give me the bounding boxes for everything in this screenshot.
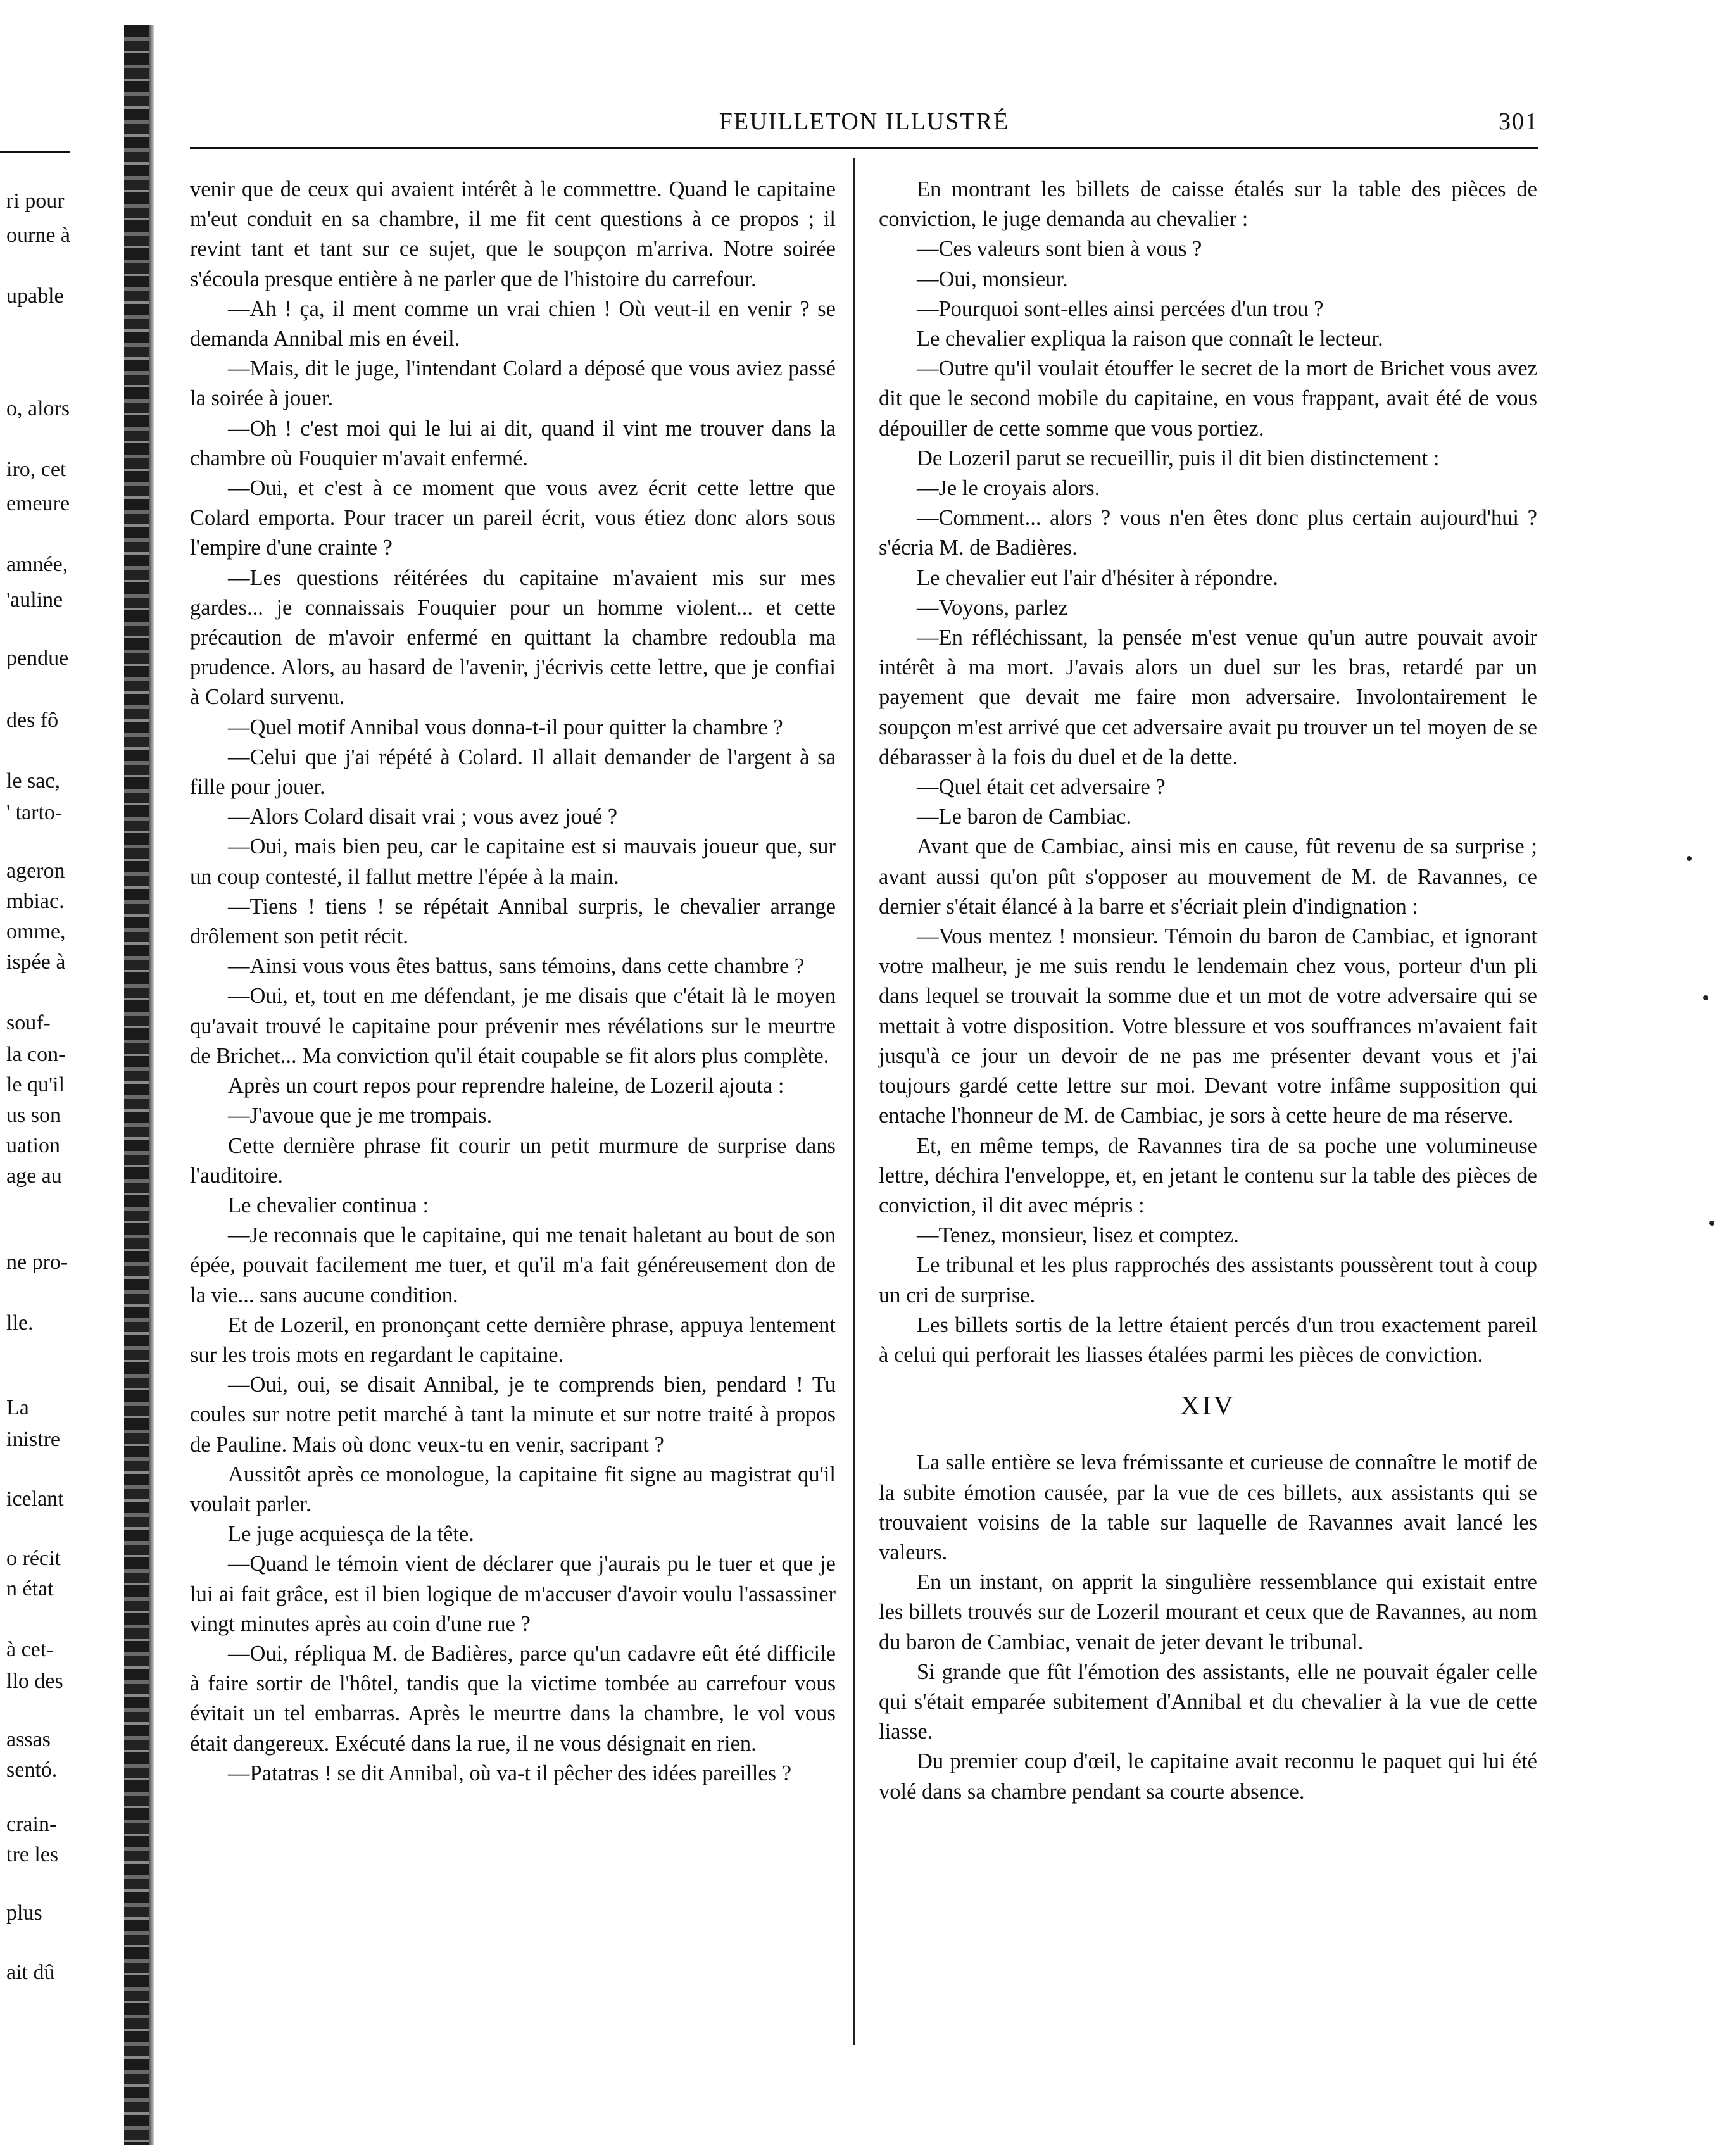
right-column-after-chapter [879,1448,1537,1806]
running-header [190,108,1538,139]
paragraph: —En réfléchissant, la pensée m'est venue qu'un autre pouvait avoir intérêt à ma mort. J'avais alors un duel sur les bras, retardé par un payement que devait me faire mon adversaire. Involontairement le soupçon m'est arrivé que cet adversaire avait pu trouver un tel moyen de se débarasser à la fois du duel et de la dette. [879,626,1537,769]
fragment-line: o, alors [6,397,70,420]
fragment-line: à cet- [6,1638,54,1661]
paragraph: —Comment... alors ? vous n'en êtes donc plus certain aujourd'hui ? s'écria M. de Badières. [879,506,1537,560]
scan-speck [1687,856,1692,861]
paragraph: —Ainsi vous vous êtes battus, sans témoins, dans cette chambre ? [228,954,805,979]
paragraph: —Voyons, parlez [917,595,1068,620]
paragraph: —Le baron de Cambiac. [917,805,1132,829]
fragment-line: us son [6,1104,61,1127]
fragment-line: icelant [6,1487,64,1511]
fragment-line: La [6,1396,29,1419]
header-title: FEUILLETON ILLUSTRÉ [719,108,1010,135]
paragraph: Après un court repos pour reprendre haleine, de Lozeril ajouta : [228,1074,784,1098]
fragment-line: o récit [6,1547,61,1570]
fragment-line: ri pour [6,189,65,213]
fragment-line: la con- [6,1043,66,1066]
paragraph: —Ah ! ça, il ment comme un vrai chien ! Où veut-il en venir ? se demanda Annibal mis en éveil. [190,296,836,351]
paragraph: —Oui, et c'est à ce moment que vous avez écrit cette lettre que Colard emporta. Pour tracer un pareil écrit, vous étiez donc alors sous l'empire d'une crainte ? [190,476,836,560]
paragraph: —Mais, dit le juge, l'intendant Colard a déposé que vous aviez passé la soirée à jouer. [190,356,836,411]
previous-page-fragment [0,0,120,2145]
fragment-line: ourne à [6,223,71,247]
paragraph: Le tribunal et les plus rapprochés des assistants poussèrent tout à coup un cri de surprise. [879,1253,1537,1307]
fragment-line: sentó. [6,1758,58,1782]
fragment-line: lle. [6,1311,34,1335]
paragraph: —Pourquoi sont-elles ainsi percées d'un trou ? [917,296,1324,321]
fragment-line: n état [6,1577,54,1601]
header-rule [190,147,1538,149]
paragraph: En un instant, on apprit la singulière ressemblance qui existait entre les billets trouvés sur de Lozeril mourant et ceux que de Ravannes, au nom du baron de Cambiac, venait de jeter devant le tribunal. [879,1570,1537,1654]
paragraph: —Je le croyais alors. [917,476,1100,501]
fragment-line: llo des [6,1670,63,1693]
scan-speck [1709,1221,1714,1226]
fragment-line: emeure [6,492,70,515]
page-number: 301 [1499,108,1538,135]
fragment-line: des fô [6,708,59,732]
paragraph: —Alors Colard disait vrai ; vous avez joué ? [228,805,618,829]
fragment-line: ispée à [6,950,66,974]
right-column [879,175,1537,1807]
paragraph: —Je reconnais que le capitaine, qui me tenait haletant au bout de son épée, pouvait facilement me tuer, et qu'il m'a fait généreusement don de la vie... sans aucune condition. [190,1223,836,1307]
scan-speck [1703,995,1708,1000]
fragment-line: le qu'il [6,1073,65,1097]
paragraph: —Oui, oui, se disait Annibal, je te comprends bien, pendard ! Tu coules sur notre petit marché à tant la minute et sur notre traité à propos de Pauline. Mais où donc veux-tu en venir, sacripant ? [190,1373,836,1457]
paragraph: Du premier coup d'œil, le capitaine avait reconnu le paquet qui lui été volé dans sa chambre pendant sa courte absence. [879,1749,1537,1804]
paragraph: —Oui, monsieur. [917,267,1068,291]
binding-edge [149,25,154,2145]
paragraph: —Oui, mais bien peu, car le capitaine est si mauvais joueur que, sur un coup contesté, il fallut mettre l'épée à la main. [190,834,836,889]
right-column-before-chapter [879,175,1537,1370]
paragraph: —Quel motif Annibal vous donna-t-il pour quitter la chambre ? [228,715,783,739]
fragment-line: ' tarto- [6,801,63,824]
binding-gutter [124,25,149,2145]
paragraph: Et de Lozeril, en prononçant cette dernière phrase, appuya lentement sur les trois mots en regardant le capitaine. [190,1312,836,1367]
paragraph: Le chevalier expliqua la raison que connaît le lecteur. [917,327,1383,351]
paragraph: En montrant les billets de caisse étalés sur la table des pièces de conviction, le juge demanda au chevalier : [879,177,1537,232]
paragraph: Cette dernière phrase fit courir un petit murmure de surprise dans l'auditoire. [190,1133,836,1188]
fragment-line: inistre [6,1428,60,1451]
paragraph: —Outre qu'il voulait étouffer le secret de la mort de Brichet vous avez dit que le second mobile du capitaine, en vous frappant, avait été de vous dépouiller de cette somme que vous portiez. [879,356,1537,441]
fragment-line: omme, [6,920,66,943]
paragraph: Les billets sortis de la lettre étaient percés d'un trou exactement pareil à celui qui perforait les liasses étalées parmi les pièces de conviction. [879,1312,1537,1367]
paragraph: —J'avoue que je me trompais. [228,1104,493,1128]
paragraph: Si grande que fût l'émotion des assistants, elle ne pouvait égaler celle qui s'était emparée subitement d'Annibal et du chevalier à la vue de cette liasse. [879,1659,1537,1744]
fragment-line: mbiac. [6,890,65,913]
fragment-rule [0,151,70,153]
fragment-line: age au [6,1164,62,1188]
paragraph: Le juge acquiesça de la tête. [228,1522,474,1547]
paragraph: —Patatras ! se dit Annibal, où va-t il pêcher des idées pareilles ? [228,1761,792,1785]
paragraph: —Oh ! c'est moi qui le lui ai dit, quand il vint me trouver dans la chambre où Fouquier m'avait enfermé. [190,416,836,470]
paragraph: —Celui que j'ai répété à Colard. Il allait demander de l'argent à sa fille pour jouer. [190,745,836,800]
fragment-line: upable [6,284,64,308]
fragment-line: 'auline [6,588,63,612]
fragment-line: le sac, [6,769,60,793]
chapter-heading: XIV [1180,1392,1236,1421]
fragment-line: plus [6,1901,42,1925]
paragraph: —Quand le témoin vient de déclarer que j'aurais pu le tuer et que je lui ai fait grâce, est il bien logique de m'accuser d'avoir voulu l'assassiner vingt minutes après au coin d'une rue ? [190,1552,836,1636]
paragraph: —Vous mentez ! monsieur. Témoin du baron de Cambiac, et ignorant votre malheur, je me suis rendu le lendemain chez vous, porteur d'un pli dans lequel se trouvait la somme due et un mot de votre adversaire qui se mettait à votre disposition. Votre blessure et vos souffrances m'avaient fait jusqu'à ce jour un devoir de ne pas me présenter devant vous et j'ai toujours gardé cette lettre sur moi. Devant votre infâme supposition qui entache l'honneur de M. de Cambiac, je sors à cette heure de ma réserve. [879,924,1537,1128]
paragraph: De Lozeril parut se recueillir, puis il dit bien distinctement : [917,446,1440,470]
paragraph: —Quel était cet adversaire ? [917,775,1166,800]
fragment-line: pendue [6,646,69,670]
paragraph: —Ces valeurs sont bien à vous ? [917,237,1202,261]
fragment-line: iro, cet [6,458,66,481]
paragraph: Le chevalier eut l'air d'hésiter à répondre. [917,565,1278,590]
paragraph: —Oui, répliqua M. de Badières, parce qu'un cadavre eût été difficile à faire sortir de l'hôtel, tandis que la victime tombée au carrefour vous évitait un tel embarras. Après le meurtre dans la chambre, le vol vous était dangereux. Exécuté dans la rue, il ne vous désignait en rien. [190,1641,836,1756]
left-column [190,175,836,1789]
fragment-line: souf- [6,1011,51,1035]
fragment-line: amnée, [6,553,68,576]
fragment-line: assas [6,1728,51,1751]
paragraph: Aussitôt après ce monologue, la capitaine fit signe au magistrat qu'il voulait parler. [190,1462,836,1516]
paragraph: —Les questions réitérées du capitaine m'avaient mis sur mes gardes... je connaissais Fouquier pour un homme violent... et cette précaution de m'avoir enfermé en quittant la chambre redoubla ma prudence. Alors, au hasard de l'avenir, j'écrivis cette lettre, que je confiai à Colard survenu. [190,565,836,710]
paragraph: —Tenez, monsieur, lisez et comptez. [917,1223,1239,1248]
paragraph: Et, en même temps, de Ravannes tira de sa poche une volumineuse lettre, déchira l'enveloppe, et, en jetant le contenu sur la table des pièces de conviction, il dit avec mépris : [879,1133,1537,1217]
fragment-line: crain- [6,1813,57,1836]
fragment-line: tre les [6,1843,59,1866]
fragment-line: ageron [6,859,65,883]
paragraph: Le chevalier continua : [228,1193,429,1217]
paragraph: La salle entière se leva frémissante et curieuse de connaître le motif de la subite émotion causée, par la vue de ces billets, aux assistants qui se trouvaient voisins de la table sur laquelle de Ravannes avait lancé les valeurs. [879,1450,1537,1564]
column-divider [853,158,855,2045]
paragraph: Avant que de Cambiac, ainsi mis en cause, fût revenu de sa surprise ; avant aussi qu'on pût s'opposer au mouvement de M. de Ravannes, ce dernier s'était élancé à la barre et s'écriait plein d'indignation : [879,834,1537,919]
paragraph: —Tiens ! tiens ! se répétait Annibal surpris, le chevalier arrange drôlement son petit récit. [190,894,836,949]
fragment-line: ne pro- [6,1250,68,1274]
fragment-line: uation [6,1134,60,1157]
fragment-line: ait dû [6,1961,55,1984]
paragraph: venir que de ceux qui avaient intérêt à le commettre. Quand le capitaine m'eut conduit en sa chambre, il me fit cent questions à ce propos ; il revint tant et tant sur ce sujet, que le soupçon m'arriva. Notre soirée s'écoula presque entière à ne parler que de l'histoire du carrefour. [190,177,836,291]
paragraph: —Oui, et, tout en me défendant, je me disais que c'était là le moyen qu'avait trouvé le capitaine pour prévenir mes révélations sur le meurtre de Brichet... Ma conviction qu'il était coupable se fit alors plus complète. [190,984,836,1068]
